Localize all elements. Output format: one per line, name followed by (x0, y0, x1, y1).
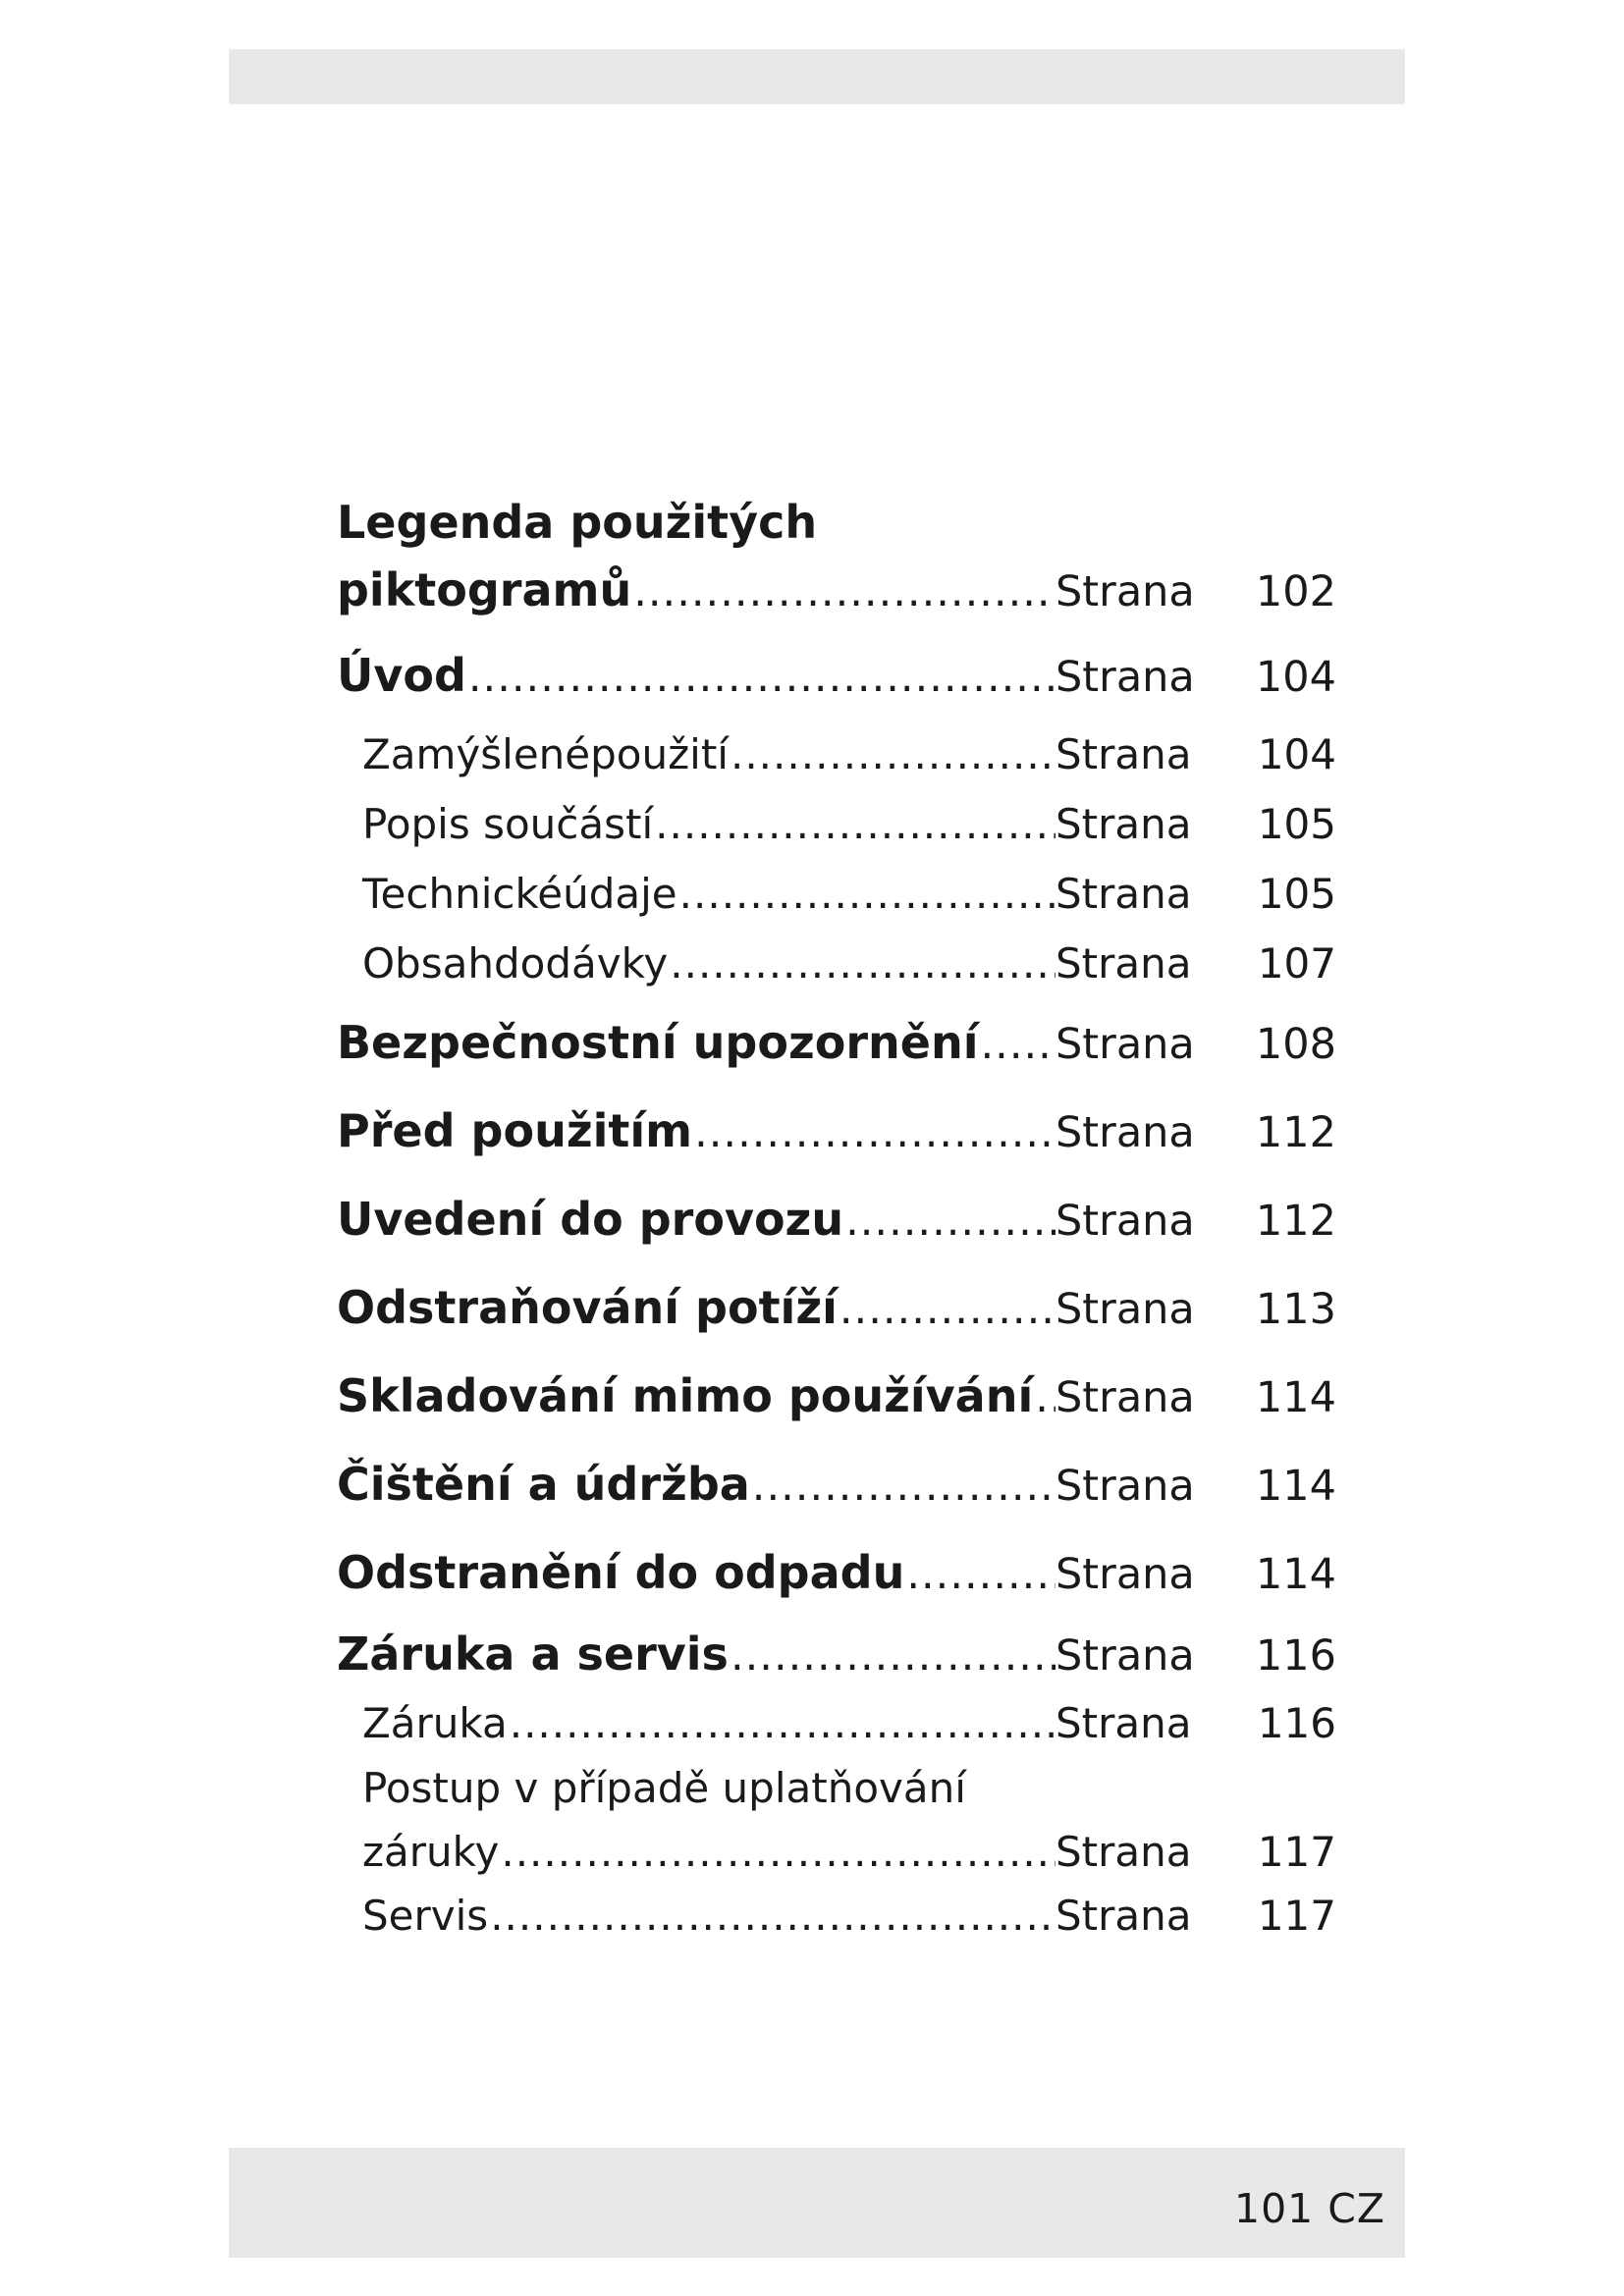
page-word: Strana (1056, 1828, 1192, 1876)
leader-dots (906, 1530, 1056, 1617)
toc-entry-label: Uvedení do provozu (337, 1193, 844, 1246)
leader-dots (510, 1691, 1056, 1756)
page-word: Strana (1056, 1108, 1195, 1157)
page-word: Strana (1056, 1373, 1195, 1422)
toc-subentry[interactable] (337, 1821, 1336, 1884)
toc-entry[interactable] (337, 1528, 1336, 1617)
page-number: 102 (1255, 567, 1336, 616)
table-of-contents (337, 486, 1336, 1949)
page-word: Strana (1056, 653, 1195, 702)
page-number: 116 (1255, 1631, 1336, 1681)
toc-entry-label: Technickéúdaje (362, 870, 677, 918)
toc-entry-label: Čištění a údržba (337, 1458, 750, 1511)
toc-subentry[interactable] (337, 859, 1336, 929)
page-word: Strana (1056, 730, 1192, 778)
leader-dots (731, 720, 1056, 789)
toc-entry[interactable] (337, 998, 1336, 1087)
toc-entry-label: Před použitím (337, 1104, 693, 1157)
toc-entry-label: Úvod (337, 649, 466, 702)
page-word: Strana (1056, 870, 1192, 918)
leader-dots (633, 561, 1056, 621)
leader-dots (655, 789, 1056, 859)
page-word: Strana (1056, 567, 1195, 616)
toc-entry-label: Záruka a servis (337, 1628, 729, 1681)
toc-entry[interactable] (337, 1175, 1336, 1263)
leader-dots (694, 1089, 1056, 1175)
page-word: Strana (1056, 1892, 1192, 1940)
leader-dots (731, 1619, 1056, 1691)
leader-dots (468, 633, 1056, 720)
page-word: Strana (1056, 1197, 1195, 1246)
toc-entry[interactable] (337, 1352, 1336, 1440)
leader-dots (839, 1265, 1056, 1352)
page-number: 114 (1255, 1373, 1336, 1422)
toc-entry-label: Záruka (362, 1699, 508, 1747)
toc-subentry[interactable] (337, 789, 1336, 859)
toc-entry-label: Servis (362, 1892, 489, 1940)
toc-subentry[interactable] (337, 1884, 1336, 1949)
leader-dots (980, 1000, 1056, 1087)
toc-entry[interactable] (337, 1087, 1336, 1175)
page-number: 117 (1257, 1828, 1336, 1876)
toc-entry-label: Popis součástí (362, 800, 654, 848)
page-number: 108 (1255, 1020, 1336, 1069)
page-word: Strana (1056, 1550, 1195, 1599)
page-word: Strana (1056, 1699, 1192, 1747)
leader-dots (1035, 1354, 1056, 1440)
toc-entry-label: Odstranění do odpadu (337, 1546, 905, 1599)
toc-entry-label: Skladování mimo používání (337, 1369, 1034, 1422)
header-band (229, 49, 1405, 104)
page-number: 116 (1257, 1699, 1336, 1747)
toc-entry[interactable] (337, 1617, 1336, 1691)
toc-subentry[interactable] (337, 720, 1336, 789)
page-number: 105 (1257, 800, 1336, 848)
toc-entry-label: záruky (362, 1828, 500, 1876)
page-number: 112 (1255, 1108, 1336, 1157)
leader-dots (670, 929, 1056, 998)
page-word: Strana (1056, 1020, 1195, 1069)
page-number: 105 (1257, 870, 1336, 918)
page-number: 104 (1255, 653, 1336, 702)
leader-dots (752, 1442, 1056, 1528)
leader-dots (679, 859, 1056, 929)
toc-subentry[interactable] (337, 1691, 1336, 1756)
toc-entry-label: Obsahdodávky (362, 939, 669, 988)
toc-entry-label: Legenda použitých (337, 496, 818, 549)
page-number: 114 (1255, 1462, 1336, 1511)
toc-entry-label: piktogramů (337, 563, 632, 616)
page-word: Strana (1056, 939, 1192, 988)
leader-dots (490, 1884, 1056, 1949)
page-word: Strana (1056, 1631, 1195, 1681)
leader-dots (501, 1821, 1056, 1884)
toc-entry-line1 (337, 486, 1336, 559)
toc-entry-label: Postup v případě uplatňování (362, 1764, 966, 1812)
page-number: 114 (1255, 1550, 1336, 1599)
toc-entry-label: Odstraňování potíží (337, 1281, 838, 1334)
page-word: Strana (1056, 1285, 1195, 1334)
page-word: Strana (1056, 800, 1192, 848)
toc-subentry-line1 (337, 1756, 1336, 1821)
footer-band (229, 2148, 1405, 2258)
toc-entry[interactable] (337, 631, 1336, 720)
toc-entry[interactable] (337, 1263, 1336, 1352)
page-word: Strana (1056, 1462, 1195, 1511)
toc-subentry[interactable] (337, 929, 1336, 998)
page-number: 113 (1255, 1285, 1336, 1334)
page-number: 107 (1257, 939, 1336, 988)
leader-dots (845, 1177, 1056, 1263)
toc-entry-label: Zamýšlenépoužití (362, 730, 729, 778)
page-footer-number: 101 CZ (1233, 2185, 1385, 2232)
page-number: 104 (1257, 730, 1336, 778)
page-number: 112 (1255, 1197, 1336, 1246)
page-number: 117 (1257, 1892, 1336, 1940)
toc-entry[interactable] (337, 1440, 1336, 1528)
toc-entry-label: Bezpečnostní upozornění (337, 1016, 979, 1069)
toc-entry[interactable] (337, 559, 1336, 621)
